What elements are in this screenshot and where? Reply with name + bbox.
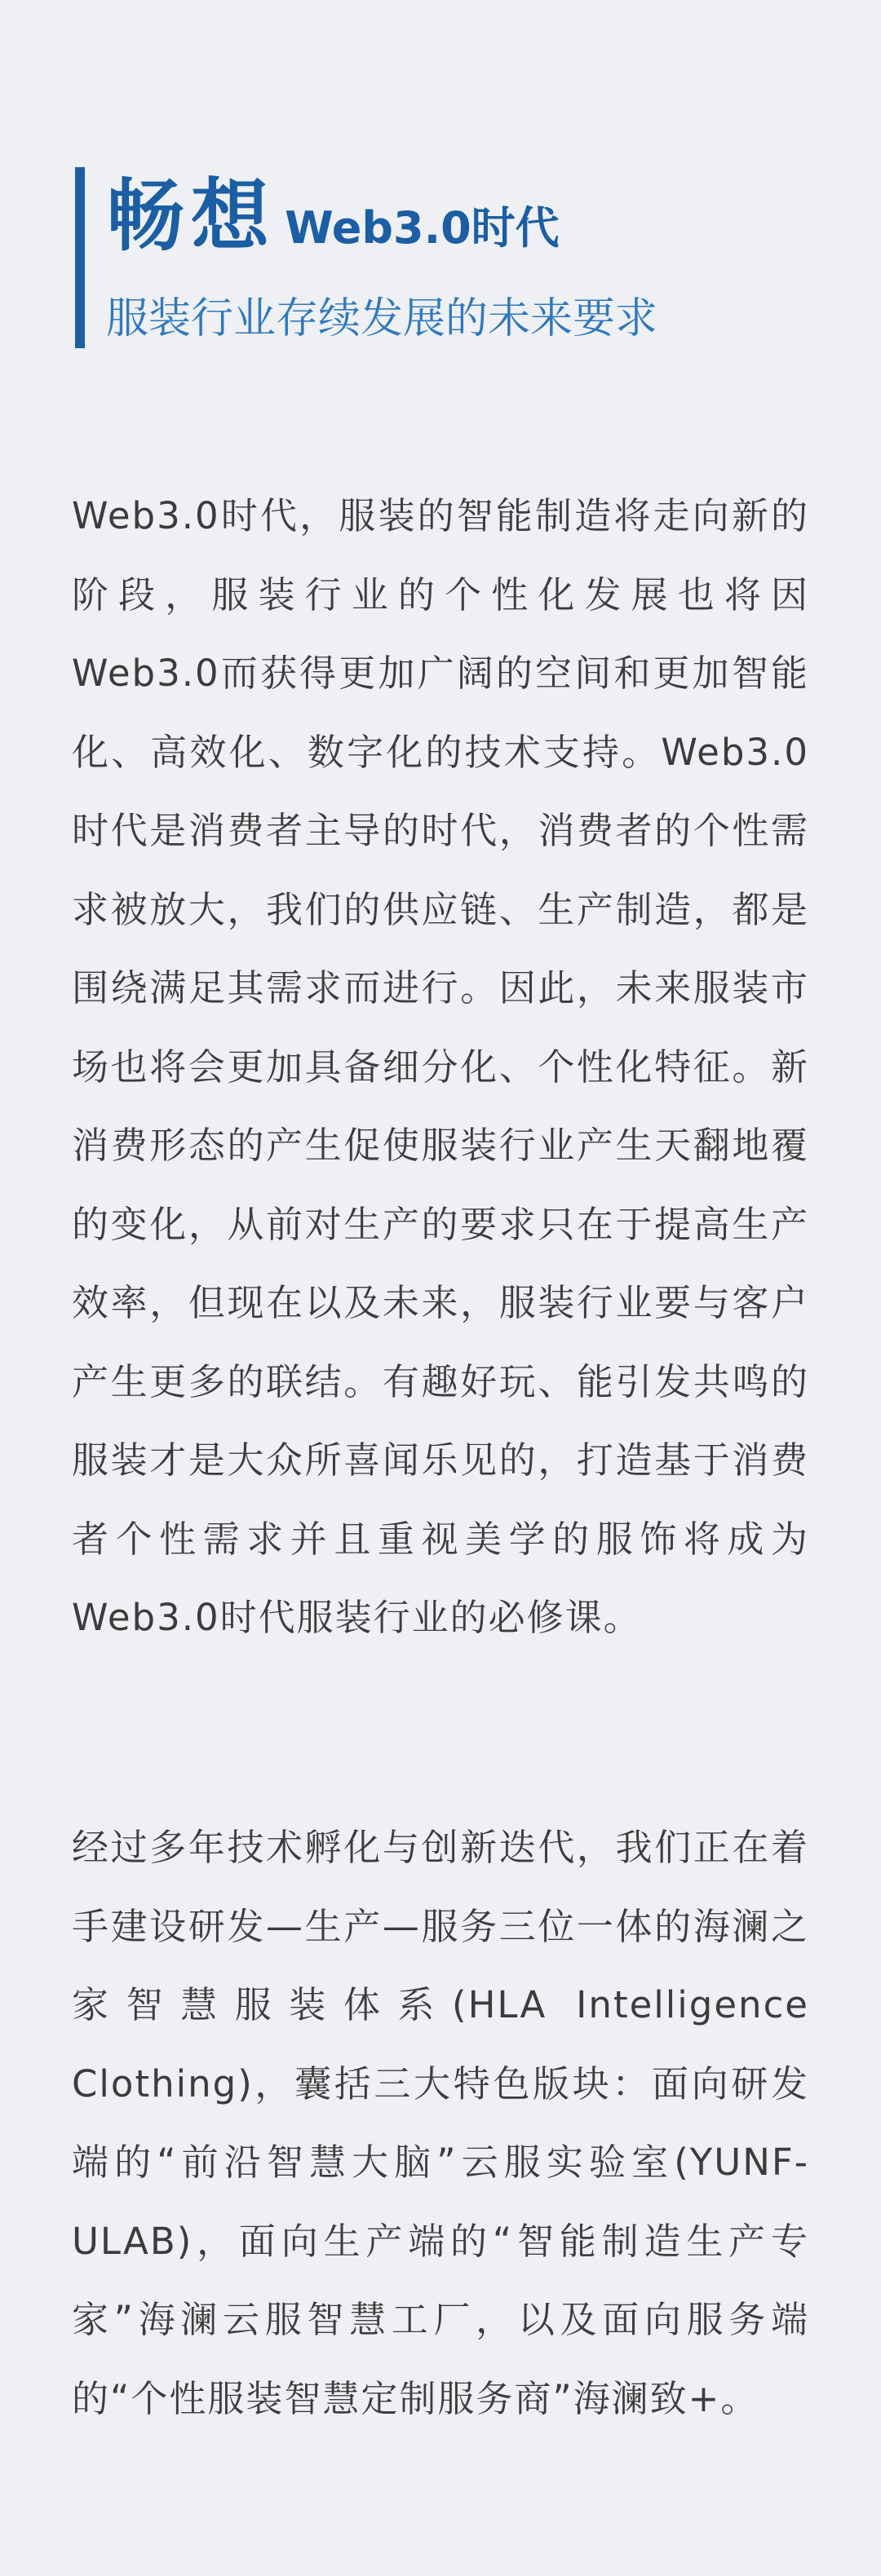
body-paragraph-2: 经过多年技术孵化与创新迭代，我们正在着手建设研发—生产—服务三位一体的海澜之家智慧服装体系(HLA Intelligence Clothing)，囊括三大特色版块：面向研发端的“前沿智慧大脑”云服实验室(YUNF-ULAB)，面向生产端的“智能制造生产专家”海澜云服智慧工厂，以及面向服务端的“个性服装智慧定制服务商”海澜致+。	[72, 1826, 809, 2420]
page-title-suffix: Web3.0时代	[285, 202, 560, 254]
accent-bar	[75, 167, 85, 348]
title-row	[106, 167, 560, 265]
body-paragraph-1: Web3.0时代，服装的智能制造将走向新的阶段，服装行业的个性化发展也将因Web3.0而获得更加广阔的空间和更加智能化、高效化、数字化的技术支持。Web3.0时代是消费者主导的时代，消费者的个性需求被放大，我们的供应链、生产制造，都是围绕满足其需求而进行。因此，未来服装市场也将会更加具备细分化、个性化特征。新消费形态的产生促使服装行业产生天翻地覆的变化，从前对生产的要求只在于提高生产效率，但现在以及未来，服装行业要与客户产生更多的联结。有趣好玩、能引发共鸣的服装才是大众所喜闻乐见的，打造基于消费者个性需求并且重视美学的服饰将成为Web3.0时代服装行业的必修课。	[72, 494, 809, 1639]
page-subtitle: 服装行业存续发展的未来要求	[106, 294, 658, 343]
page-title: 畅想	[106, 170, 276, 262]
section-header	[75, 167, 809, 348]
